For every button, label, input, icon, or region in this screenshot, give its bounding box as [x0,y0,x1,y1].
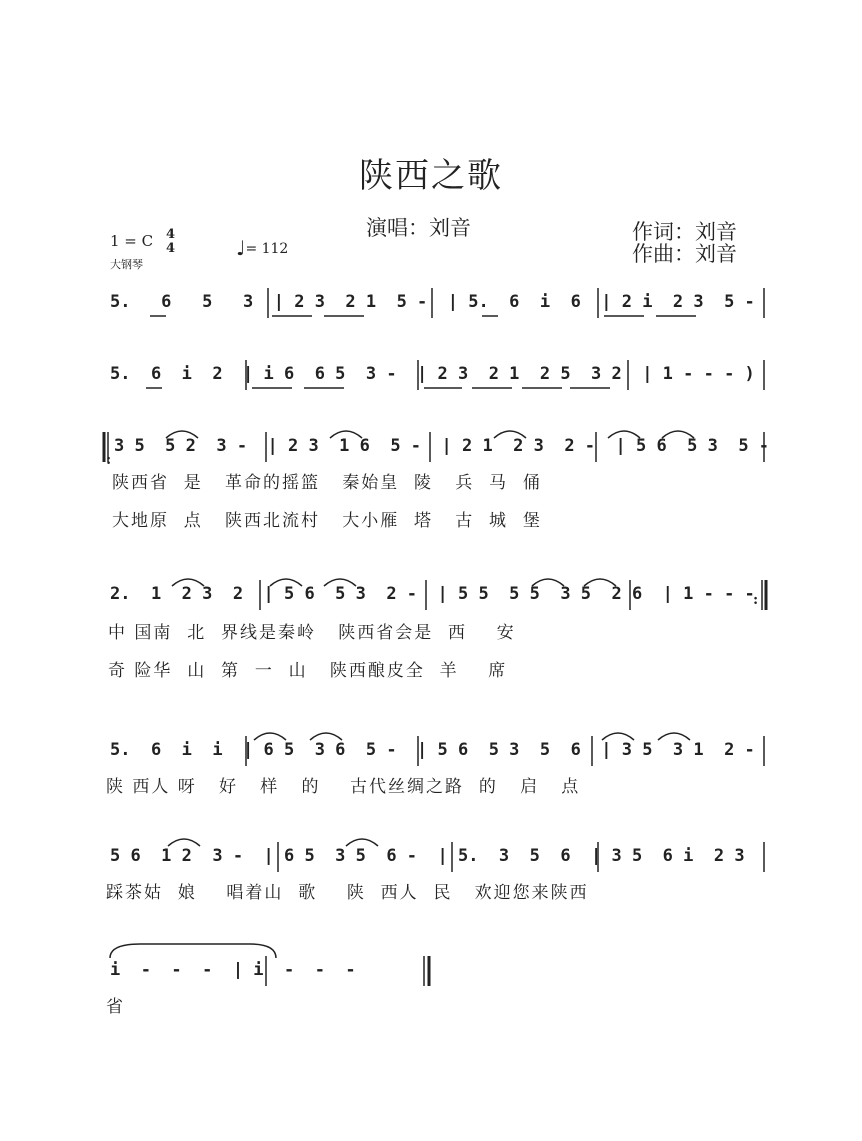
quarter-note-icon: ♩ [236,236,246,260]
notes-row-7: i - - - | i - - - [110,960,356,980]
key-signature: 1 = C [110,232,154,250]
music-row-5 [0,740,862,770]
lyric-row-4-verse-1: 中 国南 北 界线是秦岭 陕西省会是 西 安 [108,623,516,643]
notes-row-6: 5 6 1 2 3 - | 6 5 3 5 6 - | 5. 3 5 6 | 3 5 6 i 2 3 [110,846,745,866]
lyricist-credit: 作词：刘音 [632,220,737,244]
notes-row-5: 5. 6 i i | 6 5 3 6 5 - | 5 6 5 3 5 6 | 3 5 3 1 2 - [110,740,755,760]
svg-text::: : [753,592,759,608]
time-sig-bottom: 4 [166,241,176,256]
time-sig-top: 4 [166,227,176,242]
composer-credit: 作曲：刘音 [632,242,737,266]
music-row-3 [0,436,862,466]
notes-row-1: 5. 6 5 3 | 2 3 2 1 5 - | 5. 6 i 6 | 2 i 2 3 5 - [110,292,755,312]
music-row-7 [0,960,862,990]
music-row-4 [0,584,862,614]
page-title: 陕西之歌 [359,156,503,196]
instrument-label: 大钢琴 [110,258,143,271]
notes-row-2: 5. 6 i 2 | i 6 6 5 3 - | 2 3 2 1 2 5 3 2 | 1 - - - ) [110,364,755,384]
lyric-row-5: 陕 西人 呀 好 样 的 古代丝绸之路 的 启 点 [106,777,581,797]
lyric-row-7: 省 [106,997,125,1017]
lyric-row-3-verse-2: 大地原 点 陕西北流村 大小雁 塔 古 城 堡 [112,511,542,531]
lyric-row-6: 踩茶姑 娘 唱着山 歌 陕 西人 民 欢迎您来陕西 [106,883,589,903]
lyric-row-3-verse-1: 陕西省 是 革命的摇篮 秦始皇 陵 兵 马 俑 [112,473,542,493]
svg-text::: : [106,452,112,468]
lyric-row-4-verse-2: 奇 险华 山 第 一 山 陕西酿皮全 羊 席 [108,661,508,681]
singer-credit: 演唱：刘音 [366,216,471,240]
music-row-2 [0,364,862,394]
music-row-6 [0,846,862,876]
notes-row-3: 3 5 5 2 3 - | 2 3 1 6 5 - | 2 1 2 3 2 - | 5 6 5 3 5 - [114,436,770,456]
music-row-1 [0,292,862,322]
tempo-value: = 112 [245,241,289,257]
notes-row-4: 2. 1 2 3 2 | 5 6 5 3 2 - | 5 5 5 5 3 5 2 6 | 1 - - - [110,584,755,604]
